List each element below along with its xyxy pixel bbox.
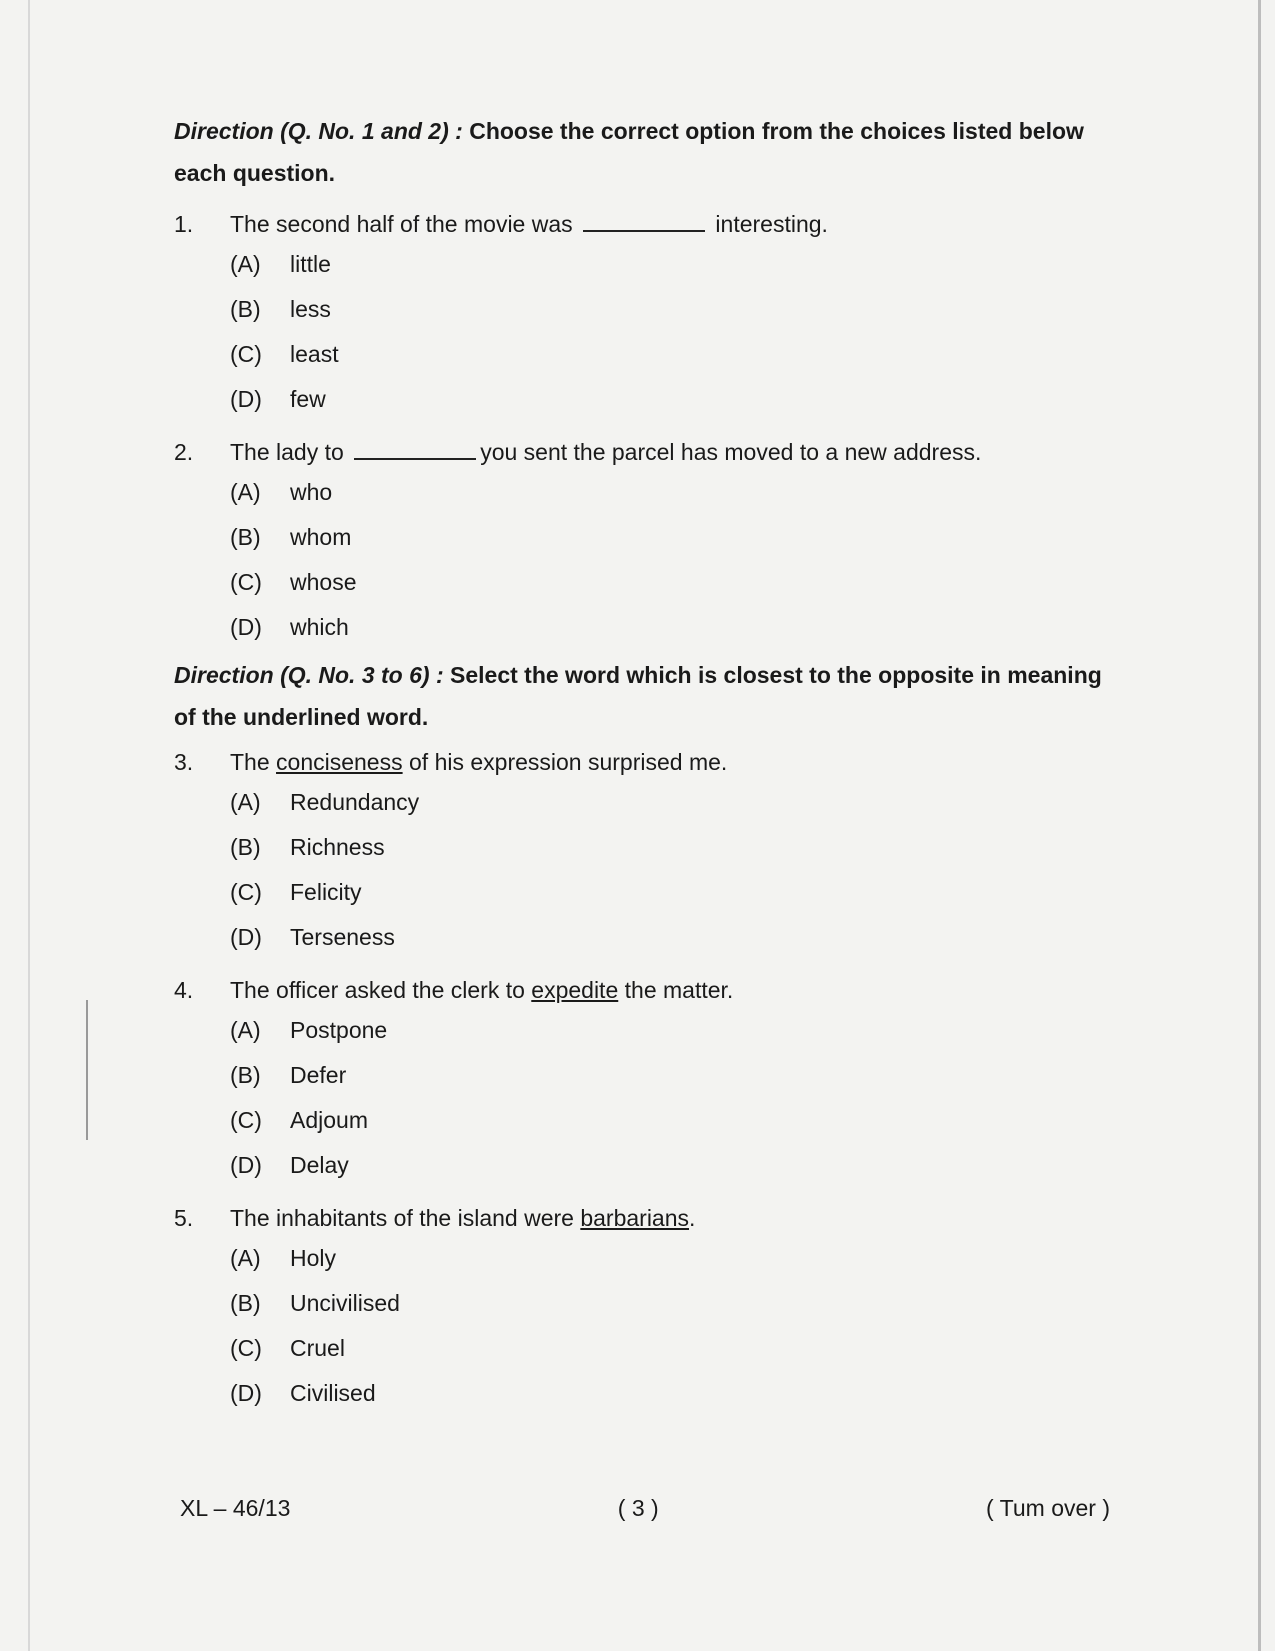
option-c[interactable] [230, 870, 1124, 915]
option-label: (D) [230, 924, 262, 950]
question-text-before: The [230, 749, 277, 775]
option-c[interactable] [230, 560, 1124, 605]
option-d[interactable] [230, 1143, 1124, 1188]
question-text-before: The second half of the movie was [230, 211, 573, 237]
option-d[interactable] [230, 915, 1124, 960]
direction-1-lead: Direction (Q. No. 1 and 2) : [174, 118, 463, 144]
option-text: Defer [290, 1062, 347, 1088]
option-label: (D) [230, 614, 262, 640]
question-4 [174, 972, 1124, 1188]
option-text: Terseness [290, 924, 395, 950]
option-b[interactable] [230, 515, 1124, 560]
option-text: less [290, 296, 331, 322]
option-label: (A) [230, 251, 261, 277]
question-text-after: interesting. [715, 211, 828, 237]
direction-1-text: Choose the correct option from the choices listed below each question. [174, 118, 1084, 186]
options-list [230, 242, 1124, 422]
question-5 [174, 1200, 1124, 1416]
question-number: 1. [174, 211, 194, 237]
option-a[interactable] [230, 242, 1124, 287]
option-text: Delay [290, 1152, 349, 1178]
question-2 [174, 434, 1124, 650]
option-label: (B) [230, 524, 261, 550]
option-label: (A) [230, 1245, 261, 1271]
option-label: (B) [230, 1290, 261, 1316]
option-text: whom [290, 524, 352, 550]
underlined-word: conciseness [276, 749, 403, 775]
option-text: Civilised [290, 1380, 376, 1406]
paper-code: XL – 46/13 [180, 1495, 291, 1521]
question-content [174, 110, 1124, 1416]
question-text [230, 1200, 695, 1236]
option-c[interactable] [230, 1098, 1124, 1143]
question-text-before: The officer asked the clerk to [230, 977, 532, 1003]
option-label: (C) [230, 1335, 262, 1361]
option-d[interactable] [230, 605, 1124, 650]
question-text-after: you sent the parcel has moved to a new address. [480, 439, 982, 465]
option-label: (D) [230, 1380, 262, 1406]
option-text: Uncivilised [290, 1290, 400, 1316]
page-edge-left [28, 0, 30, 1651]
option-c[interactable] [230, 1326, 1124, 1371]
option-text: Postpone [290, 1017, 388, 1043]
option-label: (B) [230, 1062, 261, 1088]
option-label: (D) [230, 1152, 262, 1178]
option-text: Felicity [290, 879, 362, 905]
question-text [230, 206, 828, 242]
question-text-before: The lady to [230, 439, 344, 465]
option-text: Redundancy [290, 789, 420, 815]
options-list [230, 780, 1124, 960]
option-d[interactable] [230, 377, 1124, 422]
option-text: little [290, 251, 331, 277]
option-label: (A) [230, 479, 261, 505]
direction-2-text: Select the word which is closest to the opposite in meaning of the underlined word. [174, 662, 1102, 730]
question-text [230, 434, 981, 470]
option-label: (C) [230, 879, 262, 905]
option-text: which [290, 614, 349, 640]
question-number: 3. [174, 749, 194, 775]
option-b[interactable] [230, 287, 1124, 332]
option-label: (B) [230, 834, 261, 860]
question-number: 5. [174, 1205, 194, 1231]
option-label: (C) [230, 341, 262, 367]
answer-blank [583, 206, 705, 232]
options-list [230, 1008, 1124, 1188]
option-label: (B) [230, 296, 261, 322]
option-b[interactable] [230, 1053, 1124, 1098]
option-label: (C) [230, 569, 262, 595]
question-text-after: of his expression surprised me. [402, 749, 728, 775]
option-text: Holy [290, 1245, 337, 1271]
question-text-before: The inhabitants of the island were [230, 1205, 581, 1231]
question-1 [174, 206, 1124, 422]
question-text-after: . [689, 1205, 696, 1231]
question-text-after: the matter. [618, 977, 734, 1003]
direction-2-lead: Direction (Q. No. 3 to 6) : [174, 662, 444, 688]
option-b[interactable] [230, 1281, 1124, 1326]
question-text [230, 744, 727, 780]
option-a[interactable] [230, 780, 1124, 825]
options-list [230, 470, 1124, 650]
option-text: Adjoum [290, 1107, 368, 1133]
option-b[interactable] [230, 825, 1124, 870]
page-edge-right [1258, 0, 1261, 1651]
option-text: least [290, 341, 339, 367]
option-text: whose [290, 569, 357, 595]
option-c[interactable] [230, 332, 1124, 377]
option-label: (D) [230, 386, 262, 412]
page-footer [180, 1495, 1110, 1522]
answer-blank [354, 434, 476, 460]
option-label: (C) [230, 1107, 262, 1133]
option-a[interactable] [230, 1236, 1124, 1281]
option-a[interactable] [230, 470, 1124, 515]
question-number: 2. [174, 439, 194, 465]
direction-1 [174, 110, 1124, 194]
option-label: (A) [230, 1017, 261, 1043]
option-text: who [290, 479, 333, 505]
option-text: Richness [290, 834, 385, 860]
option-d[interactable] [230, 1371, 1124, 1416]
option-text: few [290, 386, 326, 412]
question-3 [174, 744, 1124, 960]
option-text: Cruel [290, 1335, 345, 1361]
question-number: 4. [174, 977, 194, 1003]
margin-mark [86, 1000, 88, 1140]
direction-2 [174, 654, 1124, 738]
option-label: (A) [230, 789, 261, 815]
turn-over-note: ( Tum over ) [986, 1495, 1110, 1521]
options-list [230, 1236, 1124, 1416]
option-a[interactable] [230, 1008, 1124, 1053]
page-number: ( 3 ) [617, 1495, 659, 1521]
question-text [230, 972, 733, 1008]
underlined-word: expedite [531, 977, 619, 1003]
underlined-word: barbarians [580, 1205, 690, 1231]
